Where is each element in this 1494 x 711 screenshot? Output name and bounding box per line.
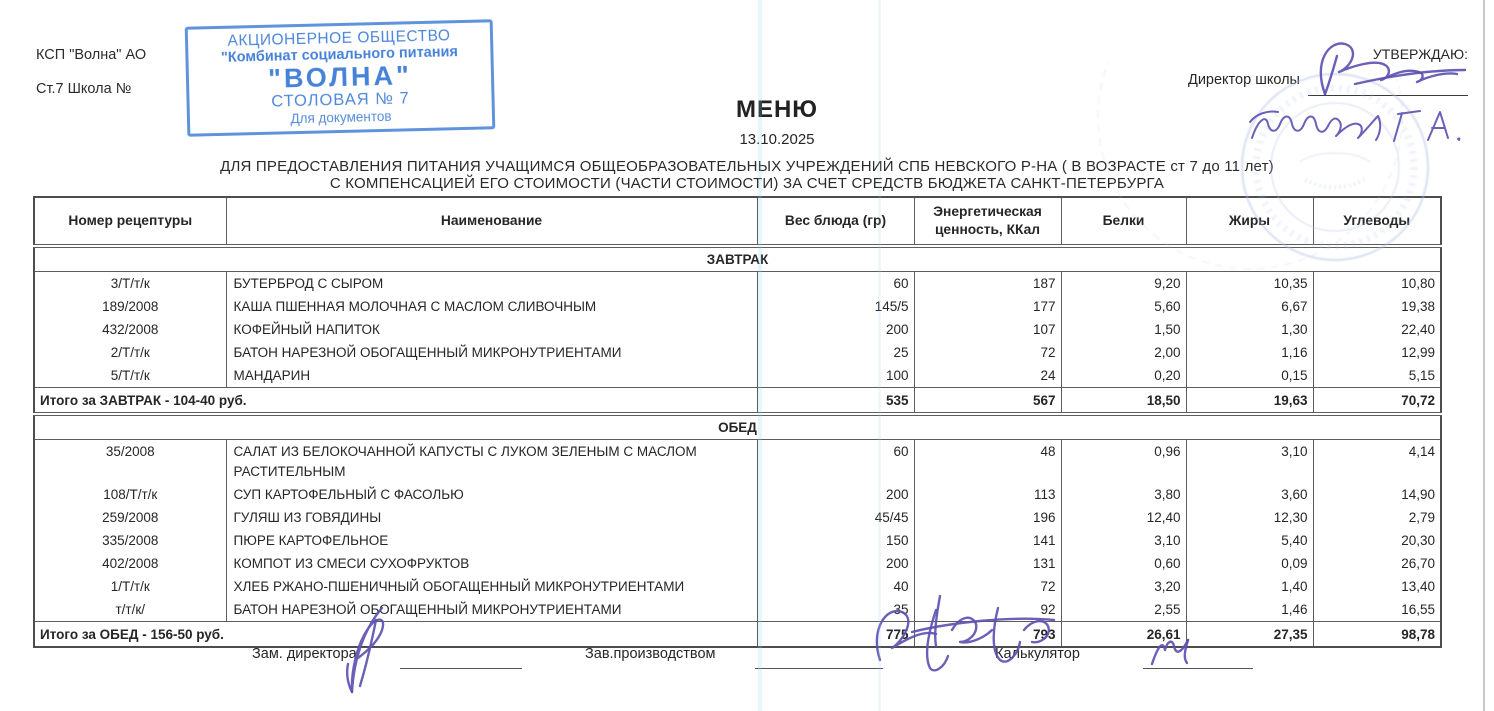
energy-cell: 24 [914, 364, 1061, 388]
fat-cell: 5,40 [1186, 529, 1313, 552]
weight-cell: 200 [757, 318, 914, 341]
weight-cell: 200 [757, 552, 914, 575]
menu-item-row [34, 506, 1441, 529]
fat-cell: 3,10 [1186, 440, 1313, 484]
weight-cell: 60 [757, 272, 914, 296]
col-header-carbs: Углеводы [1313, 197, 1441, 246]
total-value-cell: 535 [757, 388, 914, 415]
total-value-cell: 27,35 [1186, 622, 1313, 648]
col-header-energy: Энергетическая ценность, ККал [914, 197, 1061, 246]
carbs-cell: 5,15 [1313, 364, 1441, 388]
page-scan-edge [1483, 0, 1485, 711]
fat-cell: 1,46 [1186, 598, 1313, 622]
total-value-cell: 793 [914, 622, 1061, 648]
table-header-row [34, 197, 1441, 246]
production-manager-label: Зав.производством [585, 646, 716, 662]
col-header-recipe-number: Номер рецептуры [34, 197, 226, 246]
recipe-number-cell: 1/Т/т/к [34, 575, 226, 598]
subtitle-line-2: С КОМПЕНСАЦИЕЙ ЕГО СТОИМОСТИ (ЧАСТИ СТОИМОСТИ) ЗА СЧЕТ СРЕДСТВ БЮДЖЕТА САНКТ-ПЕТЕРБУРГА [329, 174, 1165, 192]
signature-line [1143, 668, 1253, 669]
total-value-cell: 26,61 [1061, 622, 1186, 648]
total-value-cell: 70,72 [1313, 388, 1441, 415]
energy-cell: 113 [914, 483, 1061, 506]
energy-cell: 72 [914, 341, 1061, 364]
total-value-cell: 98,78 [1313, 622, 1441, 648]
approve-label: УТВЕРЖДАЮ: [1372, 46, 1468, 62]
col-header-protein: Белки [1061, 197, 1186, 246]
stamp-line: Для документов [290, 108, 392, 126]
energy-cell: 72 [914, 575, 1061, 598]
total-label: Итого за ОБЕД - 156-50 руб. [34, 622, 757, 648]
energy-cell: 48 [914, 440, 1061, 484]
menu-item-row [34, 272, 1441, 296]
dish-name-cell: БАТОН НАРЕЗНОЙ ОБОГАЩЕННЫЙ МИКРОНУТРИЕНТАМИ [226, 341, 757, 364]
energy-cell: 131 [914, 552, 1061, 575]
protein-cell: 3,80 [1061, 483, 1186, 506]
dish-name-cell: КАША ПШЕННАЯ МОЛОЧНАЯ С МАСЛОМ СЛИВОЧНЫМ [226, 295, 757, 318]
weight-cell: 35 [757, 598, 914, 622]
total-label: Итого за ЗАВТРАК - 104-40 руб. [34, 388, 757, 415]
subtitle-block [0, 159, 1494, 192]
menu-date: 13.10.2025 [739, 131, 815, 148]
stamp-line: "Комбинат социального питания [220, 44, 459, 67]
energy-cell: 187 [914, 272, 1061, 296]
fat-cell: 0,09 [1186, 552, 1313, 575]
dish-name-cell: БУТЕРБРОД С СЫРОМ [226, 272, 757, 296]
recipe-number-cell: 2/Т/т/к [34, 341, 226, 364]
carbs-cell: 20,30 [1313, 529, 1441, 552]
section-title: ОБЕД [34, 414, 1441, 440]
weight-cell: 60 [757, 440, 914, 484]
fat-cell: 6,67 [1186, 295, 1313, 318]
menu-item-row [34, 529, 1441, 552]
recipe-number-cell: 335/2008 [34, 529, 226, 552]
dish-name-cell: КОФЕЙНЫЙ НАПИТОК [226, 318, 757, 341]
recipe-number-cell: 5/Т/т/к [34, 364, 226, 388]
dish-name-cell: ПЮРЕ КАРТОФЕЛЬНОЕ [226, 529, 757, 552]
stamp-line: СТОЛОВАЯ № 7 [271, 89, 410, 111]
calculator-label: Калькулятор [995, 646, 1080, 662]
protein-cell: 2,00 [1061, 341, 1186, 364]
protein-cell: 5,60 [1061, 295, 1186, 318]
energy-cell: 92 [914, 598, 1061, 622]
recipe-number-cell: 259/2008 [34, 506, 226, 529]
energy-cell: 141 [914, 529, 1061, 552]
recipe-number-cell: 3/Т/т/к [34, 272, 226, 296]
carbs-cell: 22,40 [1313, 318, 1441, 341]
protein-cell: 0,20 [1061, 364, 1186, 388]
total-value-cell: 19,63 [1186, 388, 1313, 415]
fat-cell: 12,30 [1186, 506, 1313, 529]
energy-cell: 107 [914, 318, 1061, 341]
school-line: Ст.7 Школа № [36, 81, 132, 97]
fat-cell: 3,60 [1186, 483, 1313, 506]
carbs-cell: 4,14 [1313, 440, 1441, 484]
menu-item-row [34, 575, 1441, 598]
director-label: Директор школы [1188, 72, 1300, 88]
menu-item-row [34, 318, 1441, 341]
col-header-weight: Вес блюда (гр) [757, 197, 914, 246]
section-total-row [34, 622, 1441, 648]
fat-cell: 0,15 [1186, 364, 1313, 388]
dish-name-cell: ГУЛЯШ ИЗ ГОВЯДИНЫ [226, 506, 757, 529]
weight-cell: 40 [757, 575, 914, 598]
carbs-cell: 10,80 [1313, 272, 1441, 296]
carbs-cell: 14,90 [1313, 483, 1441, 506]
dish-name-cell: СУП КАРТОФЕЛЬНЫЙ С ФАСОЛЬЮ [226, 483, 757, 506]
menu-item-row [34, 598, 1441, 622]
protein-cell: 0,60 [1061, 552, 1186, 575]
dish-name-cell: ХЛЕБ РЖАНО-ПШЕНИЧНЫЙ ОБОГАЩЕННЫЙ МИКРОНУТРИЕНТАМИ [226, 575, 757, 598]
company-rect-stamp [185, 19, 496, 136]
dish-name-cell: САЛАТ ИЗ БЕЛОКОЧАННОЙ КАПУСТЫ С ЛУКОМ ЗЕЛЕНЫМ С МАСЛОМ РАСТИТЕЛЬНЫМ [226, 440, 757, 484]
dish-name-cell: БАТОН НАРЕЗНОЙ ОБОГАЩЕННЫЙ МИКРОНУТРИЕНТАМИ [226, 598, 757, 622]
recipe-number-cell: т/т/к/ [34, 598, 226, 622]
protein-cell: 3,20 [1061, 575, 1186, 598]
signature-line [400, 668, 522, 669]
weight-cell: 25 [757, 341, 914, 364]
stamp-company-name: "ВОЛНА" [267, 59, 413, 94]
protein-cell: 2,55 [1061, 598, 1186, 622]
section-title: ЗАВТРАК [34, 246, 1441, 272]
weight-cell: 200 [757, 483, 914, 506]
carbs-cell: 13,40 [1313, 575, 1441, 598]
weight-cell: 145/5 [757, 295, 914, 318]
protein-cell: 0,96 [1061, 440, 1186, 484]
weight-cell: 150 [757, 529, 914, 552]
section-header-row [34, 246, 1441, 272]
col-header-dish-name: Наименование [226, 197, 757, 246]
deputy-director-label: Зам. директора [252, 646, 357, 662]
energy-cell: 196 [914, 506, 1061, 529]
carbs-cell: 26,70 [1313, 552, 1441, 575]
carbs-cell: 2,79 [1313, 506, 1441, 529]
recipe-number-cell: 189/2008 [34, 295, 226, 318]
page-title: МЕНЮ [735, 96, 819, 123]
dish-name-cell: КОМПОТ ИЗ СМЕСИ СУХОФРУКТОВ [226, 552, 757, 575]
stamp-line: АКЦИОНЕРНОЕ ОБЩЕСТВО [227, 27, 451, 50]
protein-cell: 9,20 [1061, 272, 1186, 296]
dish-name-cell: МАНДАРИН [226, 364, 757, 388]
menu-table [33, 196, 1442, 648]
menu-item-row [34, 364, 1441, 388]
recipe-number-cell: 402/2008 [34, 552, 226, 575]
fat-cell: 1,16 [1186, 341, 1313, 364]
subtitle-line-1: ДЛЯ ПРЕДОСТАВЛЕНИЯ ПИТАНИЯ УЧАЩИМСЯ ОБЩЕОБРАЗОВАТЕЛЬНЫХ УЧРЕЖДЕНИЙ СПБ НЕВСКОГО Р-НА ( В ВОЗРАСТЕ ст 7 до 11 лет) [220, 158, 1274, 175]
weight-cell: 100 [757, 364, 914, 388]
recipe-number-cell: 35/2008 [34, 440, 226, 484]
org-name: КСП "Волна" АО [36, 47, 147, 63]
protein-cell: 12,40 [1061, 506, 1186, 529]
total-value-cell: 775 [757, 622, 914, 648]
menu-item-row [34, 552, 1441, 575]
section-header-row [34, 414, 1441, 440]
recipe-number-cell: 108/Т/т/к [34, 483, 226, 506]
total-value-cell: 18,50 [1061, 388, 1186, 415]
menu-item-row [34, 440, 1441, 484]
weight-cell: 45/45 [757, 506, 914, 529]
menu-item-row [34, 295, 1441, 318]
recipe-number-cell: 432/2008 [34, 318, 226, 341]
carbs-cell: 19,38 [1313, 295, 1441, 318]
carbs-cell: 12,99 [1313, 341, 1441, 364]
carbs-cell: 16,55 [1313, 598, 1441, 622]
fat-cell: 1,30 [1186, 318, 1313, 341]
fat-cell: 1,40 [1186, 575, 1313, 598]
fat-cell: 10,35 [1186, 272, 1313, 296]
protein-cell: 1,50 [1061, 318, 1186, 341]
menu-item-row [34, 341, 1441, 364]
signature-line [755, 668, 883, 669]
energy-cell: 177 [914, 295, 1061, 318]
menu-item-row [34, 483, 1441, 506]
section-total-row [34, 388, 1441, 415]
protein-cell: 3,10 [1061, 529, 1186, 552]
total-value-cell: 567 [914, 388, 1061, 415]
col-header-fat: Жиры [1186, 197, 1313, 246]
